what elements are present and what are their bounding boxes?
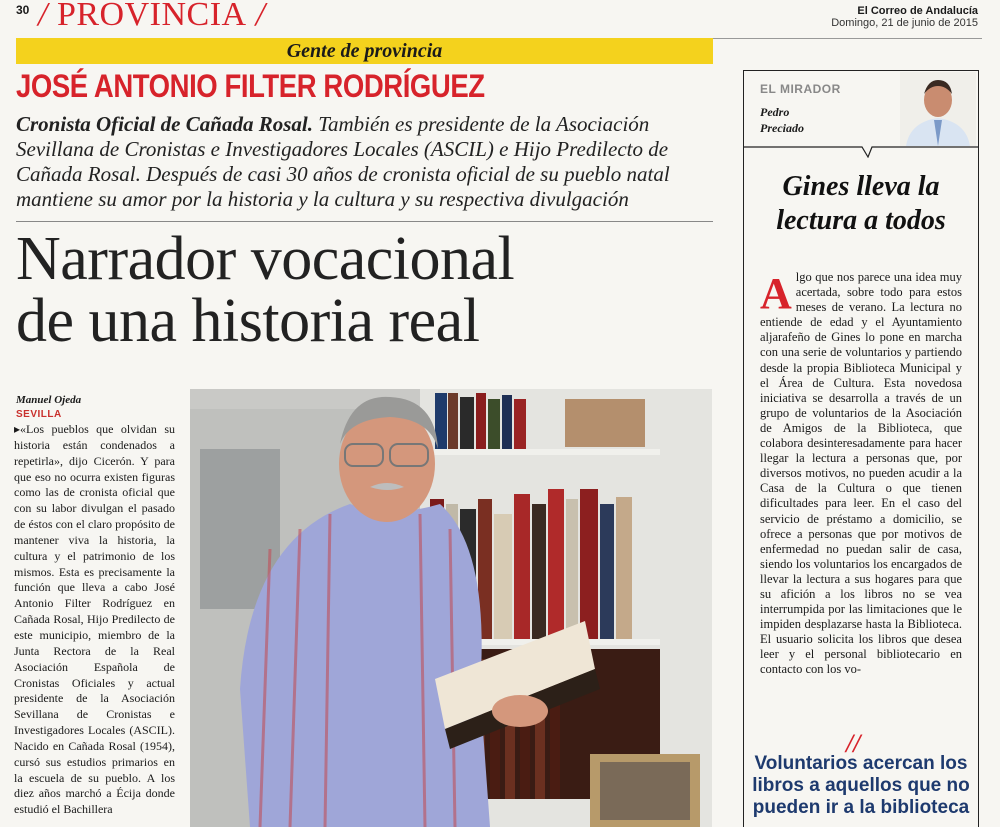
author-name: Manuel Ojeda <box>16 394 82 406</box>
profile-intro <box>16 112 716 212</box>
headline-line-2: de una historia real <box>16 287 480 355</box>
article-photo <box>190 389 712 827</box>
column-title: Gines lleva la lectura a todos <box>776 171 946 236</box>
newspaper-name: El Correo de Andalucía <box>857 5 978 17</box>
column-body <box>760 270 962 678</box>
section-name: PROVINCIA <box>56 0 247 33</box>
profile-name: JOSÉ ANTONIO FILTER RODRÍGUEZ <box>16 68 485 104</box>
page-number: 30 <box>16 3 30 17</box>
column-label: EL MIRADOR <box>760 82 841 96</box>
headline-line-1: Narrador vocacional <box>16 225 515 293</box>
intro-text: También es presidente de la Asociación Sevillana de Cronistas e Investigadores Locales (ASCIL) e Hijo Predilecto de Cañada Rosal. Después de casi 30 años de cronista oficial de su pueblo natal mantiene su amor por la historia y la cultura y su respectiva divulgación <box>16 112 670 211</box>
column-author: Pedro Preciado <box>760 105 804 135</box>
divider <box>16 221 713 222</box>
article-body: ▸«Los pueblos que olvidan su historia están condenados a repetirla», dijo Cicerón. Y para que eso no ocurra existen figuras como las de cronista oficial que con su labor divulgan el pasado de éstos con el claro propósito de mantener viva la historia, la cultura y el patrimonio de los mismos. Esta es precisamente la función que lleva a cabo José Antonio Filter Rodríguez en Cañada Rosal, Hijo Predilecto de este municipio, miembro de la Junta Rectora de la Real Asociación Española de Cronistas Oficiales y actual presidente de la Asociación Sevillana de Cronistas e Investigadores Locales (ASCIL). Nacido en Cañada Rosal (1954), cursó sus estudios primarios en la escuela de su pueblo. A los diez años marchó a Écija donde estudió el Bachillera <box>14 422 175 817</box>
drop-cap: A <box>760 269 792 318</box>
dateline-city: SEVILLA <box>16 409 62 420</box>
column-text: lgo que nos parece una idea muy acertada, sobre todo para estos meses de verano. La lectura no entiende de edad y el Ayuntamiento aljarafeño de Gines lo pone en marcha con una serie de voluntarios y partiendo desde la propia Biblioteca Municipal y el Área de Cultura. Esta novedosa iniciativa se desarrolla a través de un grupo de voluntarios de la Asociación de Amigos de la Biblioteca, que colabora desinteresadamente para hacer llegar la lectura a personas que, por diversos motivos, no pueden acudir a la Casa de la Cultura o que tienen dificultades para leer. En el caso del servicio de préstamo a domicilio, se ofrece a personas que por motivos de enfermedad no puedan salir de casa, siendo los voluntarios los encargados de llevar la lectura a sus hogares para que su afición a los libros no se vea interrumpida por las limitaciones que le impiden desplazarse hasta la Biblioteca. El usuario solicita los libros que desea leer y el personal bibliotecario en contacto con los vo- <box>760 270 962 677</box>
band-title: Gente de provincia <box>286 40 443 62</box>
section-title: / PROVINCIA / <box>38 0 266 34</box>
column-subhead: Voluntarios acercan los libros a aquellos que no pueden ir a la biblioteca <box>752 753 970 818</box>
speech-divider <box>744 146 978 158</box>
headline <box>16 225 716 355</box>
issue-date: Domingo, 21 de junio de 2015 <box>831 17 978 29</box>
columnist-photo <box>900 72 976 146</box>
quote-mark: // <box>846 729 861 758</box>
intro-bold: Cronista Oficial de Cañada Rosal. <box>16 112 313 136</box>
